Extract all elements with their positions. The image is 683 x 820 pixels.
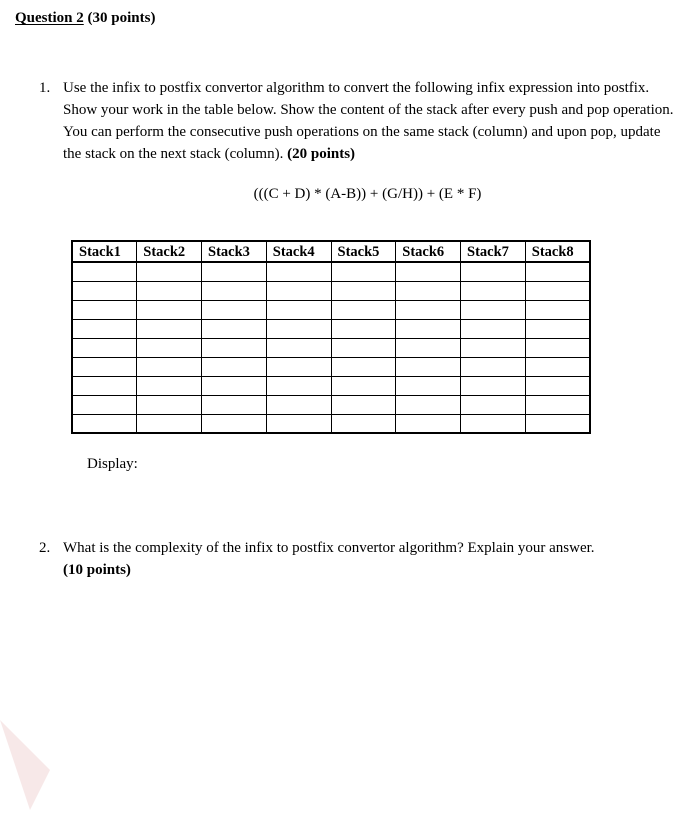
- stack-header-1: Stack1: [72, 241, 137, 262]
- table-row: [72, 281, 590, 300]
- stack-cell: [525, 300, 590, 319]
- item-number-1: 1.: [39, 80, 51, 96]
- stack-cell: [461, 262, 526, 281]
- table-row: [72, 319, 590, 338]
- stack-cell: [202, 300, 267, 319]
- stack-cell: [202, 338, 267, 357]
- stack-cell: [331, 262, 396, 281]
- table-row: [72, 414, 590, 433]
- stack-cell: [525, 338, 590, 357]
- stack-cell: [525, 262, 590, 281]
- stack-cell: [137, 357, 202, 376]
- stack-cell: [137, 376, 202, 395]
- stack-header-8: Stack8: [525, 241, 590, 262]
- stack-cell: [331, 376, 396, 395]
- stack-cell: [202, 395, 267, 414]
- stack-cell: [461, 319, 526, 338]
- stack-cell: [202, 262, 267, 281]
- stack-cell: [72, 376, 137, 395]
- question-header: [15, 9, 155, 27]
- stack-cell: [461, 281, 526, 300]
- stack-cell: [266, 395, 331, 414]
- stack-cell: [72, 338, 137, 357]
- stack-cell: [331, 281, 396, 300]
- stack-cell: [525, 357, 590, 376]
- stack-header-3: Stack3: [202, 241, 267, 262]
- stack-header-5: Stack5: [331, 241, 396, 262]
- stack-cell: [331, 395, 396, 414]
- infix-expression: (((C + D) * (A-B)) + (G/H)) + (E * F): [253, 186, 482, 202]
- table-row: [72, 357, 590, 376]
- table-row: [72, 338, 590, 357]
- stack-cell: [72, 357, 137, 376]
- stack-header-4: Stack4: [266, 241, 331, 262]
- stack-cell: [137, 319, 202, 338]
- stack-cell: [525, 376, 590, 395]
- stack-cell: [202, 357, 267, 376]
- stack-cell: [461, 300, 526, 319]
- stack-cell: [461, 395, 526, 414]
- stack-cell: [396, 281, 461, 300]
- stack-header-2: Stack2: [137, 241, 202, 262]
- watermark-stroke: [0, 720, 50, 810]
- stack-cell: [525, 414, 590, 433]
- stack-cell: [72, 300, 137, 319]
- stack-cell: [331, 414, 396, 433]
- stack-cell: [461, 357, 526, 376]
- stack-cell: [72, 262, 137, 281]
- item-text-2: [63, 537, 675, 581]
- stack-cell: [266, 414, 331, 433]
- stack-cell: [72, 395, 137, 414]
- stack-cell: [396, 414, 461, 433]
- stack-cell: [137, 395, 202, 414]
- stack-cell: [396, 338, 461, 357]
- stack-header-7: Stack7: [461, 241, 526, 262]
- watermark-mark: [0, 700, 110, 820]
- stack-cell: [525, 281, 590, 300]
- stack-header-6: Stack6: [396, 241, 461, 262]
- item-number-2: 2.: [39, 540, 51, 556]
- table-row: [72, 376, 590, 395]
- stack-cell: [137, 338, 202, 357]
- stack-cell: [266, 357, 331, 376]
- question-item-2: [39, 537, 679, 581]
- stack-cell: [202, 281, 267, 300]
- item-2-question: What is the complexity of the infix to postfix convertor algorithm? Explain your answer.: [63, 540, 595, 556]
- item-text-1: [63, 77, 675, 165]
- question-points: (30 points): [83, 10, 156, 26]
- stack-cell: [525, 319, 590, 338]
- item-2-points: (10 points): [63, 562, 131, 578]
- stack-table-body: [72, 262, 590, 433]
- table-row: [72, 300, 590, 319]
- stack-cell: [266, 319, 331, 338]
- stack-cell: [72, 319, 137, 338]
- stack-cell: [266, 376, 331, 395]
- stack-cell: [202, 376, 267, 395]
- stack-table-header-row: [72, 241, 590, 262]
- stack-cell: [331, 300, 396, 319]
- table-row: [72, 395, 590, 414]
- stack-cell: [525, 395, 590, 414]
- stack-cell: [461, 338, 526, 357]
- stack-cell: [396, 319, 461, 338]
- stack-cell: [202, 414, 267, 433]
- question-item-1: [39, 77, 679, 165]
- item-1-points: (20 points): [287, 146, 356, 162]
- stack-cell: [331, 357, 396, 376]
- item-1-instructions: Use the infix to postfix convertor algorithm to convert the following infix expression into postfix. Show your work in the table below. Show the content of the stack after every push and pop operation. You can perform the consecutive push operations on the same stack (column) and upon pop, update the stack on the next stack (column).: [63, 80, 674, 162]
- stack-cell: [266, 300, 331, 319]
- stack-cell: [461, 376, 526, 395]
- stack-cell: [266, 281, 331, 300]
- stack-cell: [396, 300, 461, 319]
- stack-cell: [266, 338, 331, 357]
- stack-cell: [331, 338, 396, 357]
- stack-cell: [137, 281, 202, 300]
- stack-cell: [137, 262, 202, 281]
- stack-cell: [396, 262, 461, 281]
- stack-table: [71, 240, 591, 434]
- stack-cell: [461, 414, 526, 433]
- question-title: Question 2: [15, 10, 84, 26]
- stack-cell: [266, 262, 331, 281]
- stack-cell: [137, 300, 202, 319]
- stack-cell: [202, 319, 267, 338]
- stack-cell: [72, 281, 137, 300]
- table-row: [72, 262, 590, 281]
- stack-cell: [396, 357, 461, 376]
- stack-cell: [396, 395, 461, 414]
- stack-cell: [396, 376, 461, 395]
- stack-cell: [331, 319, 396, 338]
- stack-cell: [137, 414, 202, 433]
- stack-cell: [72, 414, 137, 433]
- display-label: Display:: [87, 456, 138, 472]
